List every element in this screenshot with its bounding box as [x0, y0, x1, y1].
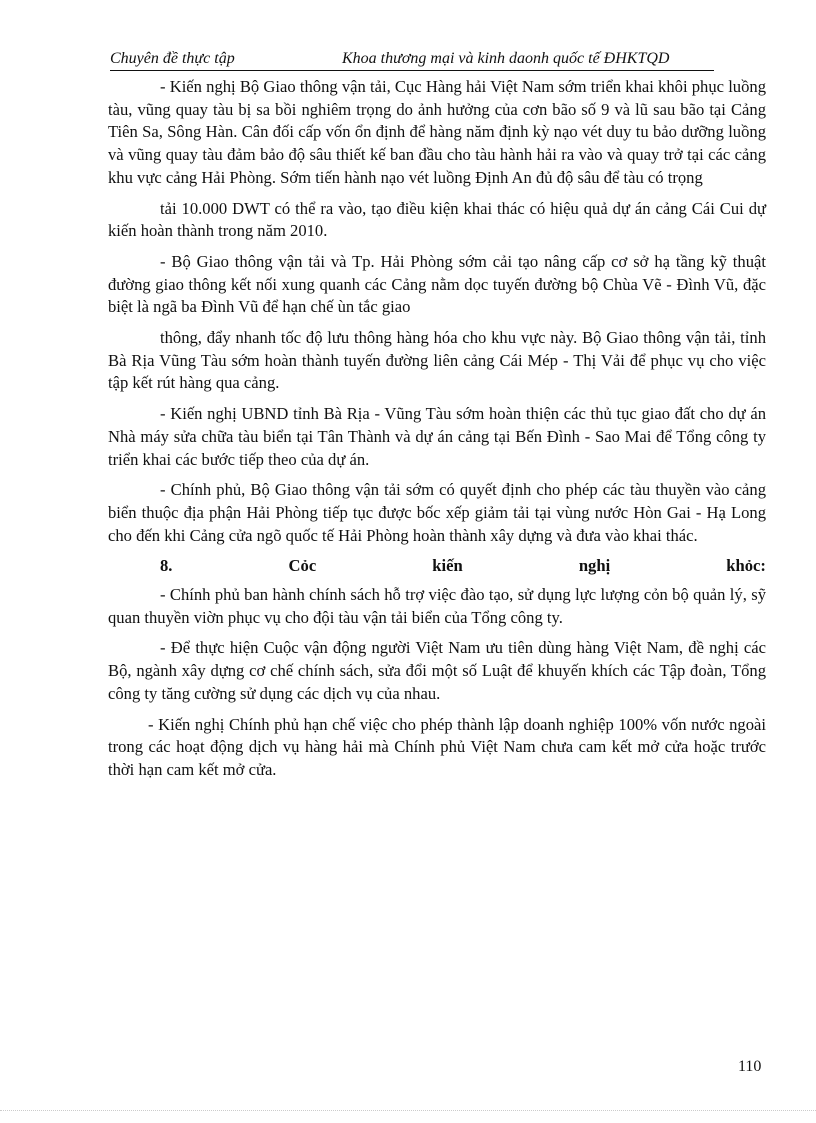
- paragraph-2: tải 10.000 DWT có thể ra vào, tạo điều kiện khai thác có hiệu quả dự án cảng Cái Cui dự kiến hoàn thành trong năm 2010.: [108, 198, 766, 241]
- paragraph-6: - Chính phủ, Bộ Giao thông vận tải sớm có quyết định cho phép các tàu thuyền vào cảng biển thuộc địa phận Hải Phòng tiếp tục được bốc xếp giảm tải tại vùng nước Hòn Gai - Hạ Long cho đến khi Cảng cửa ngõ quốc tế Hải Phòng hoàn thành xây dựng và đưa vào khai thác.: [108, 480, 766, 545]
- paragraph-7: - Chính phủ ban hành chính sách hỗ trợ việc đào tạo, sử dụng lực lượng cỏn bộ quản lý, sỹ quan thuyền viờn phục vụ cho đội tàu vận tải biển của Tổng công ty.: [108, 585, 766, 627]
- header-left: Chuyên đề thực tập: [110, 50, 235, 67]
- heading-number: 8.: [160, 556, 173, 576]
- paragraph-3: - Bộ Giao thông vận tải và Tp. Hải Phòng sớm cải tạo nâng cấp cơ sở hạ tầng kỹ thuật đường giao thông kết nối xung quanh các Cảng nằm dọc tuyến đường bộ Chùa Vẽ - Đình Vũ, đặc biệt là ngã ba Đình Vũ để hạn chế ùn tắc giao: [108, 251, 766, 317]
- heading-word-2: kiến: [432, 556, 463, 576]
- page-number: 110: [738, 1058, 762, 1075]
- page-header: [110, 48, 714, 71]
- heading-word-1: Cỏc: [288, 556, 317, 576]
- paragraph-5: - Kiến nghị UBND tỉnh Bà Rịa - Vũng Tàu sớm hoàn thiện các thủ tục giao đất cho dự án Nhà máy sửa chữa tàu biển tại Tân Thành và dự án cảng tại Bến Đình - Sao Mai để Tổng công ty triển khai các bước tiếp theo của dự án.: [108, 404, 766, 469]
- page-body: [108, 76, 766, 790]
- page-bottom-divider: [0, 1110, 816, 1111]
- heading-word-4: khỏc:: [726, 556, 766, 576]
- header-right: Khoa thương mại và kinh daonh quốc tế ĐHKTQD: [342, 50, 670, 67]
- section-heading: [108, 555, 766, 578]
- paragraph-1: - Kiến nghị Bộ Giao thông vận tải, Cục Hàng hải Việt Nam sớm triển khai khôi phục luồng tàu, vũng quay tàu bị sa bồi nghiêm trọng do ảnh hưởng của cơn bão số 9 và lũ sau bão tại Cảng Tiên Sa, Sông Hàn. Cân đối cấp vốn ổn định để hàng năm định kỳ nạo vét duy tu bảo dưỡng luồng và vũng quay tàu đảm bảo độ sâu thiết kế ban đầu cho tàu hành hải ra vào và quay trở tại các cảng khu vực cảng Hải Phòng. Sớm tiến hành nạo vét luồng Định An đủ độ sâu để tàu có trọng: [108, 77, 766, 187]
- paragraph-9: - Kiến nghị Chính phủ hạn chế việc cho phép thành lập doanh nghiệp 100% vốn nước ngoài trong các hoạt động dịch vụ hàng hải mà Chính phủ Việt Nam chưa cam kết mở cửa hoặc trước thời hạn cam kết mở cửa.: [108, 714, 766, 779]
- heading-word-3: nghị: [578, 556, 611, 576]
- paragraph-8: - Để thực hiện Cuộc vận động người Việt Nam ưu tiên dùng hàng Việt Nam, đề nghị các Bộ, ngành xây dựng cơ chế chính sách, sửa đổi một số Luật để khuyến khích các Tập đoàn, Tổng công ty tăng cường sử dụng các dịch vụ của nhau.: [108, 638, 766, 703]
- paragraph-4: thông, đẩy nhanh tốc độ lưu thông hàng hóa cho khu vực này. Bộ Giao thông vận tải, tỉnh Bà Rịa Vũng Tàu sớm hoàn thành tuyến đường liên cảng Cái Mép - Thị Vải để phục vụ cho việc tập kết rút hàng qua cảng.: [108, 328, 766, 393]
